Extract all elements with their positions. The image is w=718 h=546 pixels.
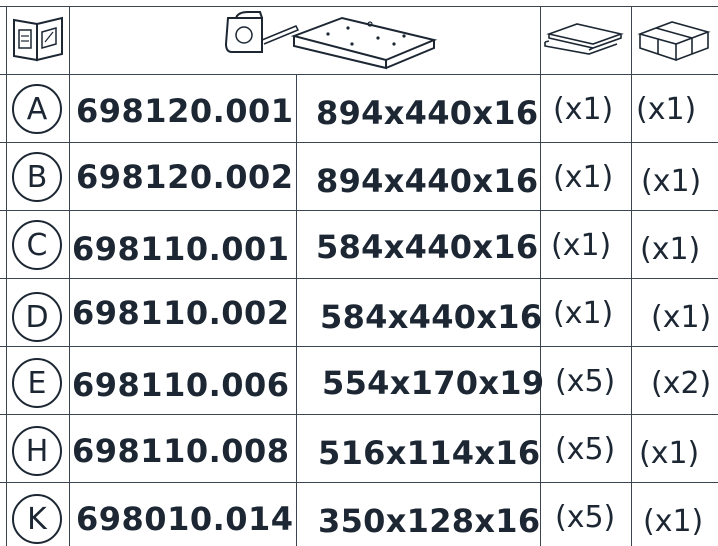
package-quantity: (x1) (651, 300, 712, 335)
part-dimensions: 516x114x16 (318, 434, 541, 472)
part-dimensions: 584x440x16 (320, 298, 543, 336)
part-letter-badge: H (12, 426, 62, 476)
table-border-top (0, 6, 718, 7)
column-divider (296, 74, 297, 546)
wood-panel-icon (290, 14, 438, 74)
part-code: 698110.006 (72, 366, 290, 404)
panel-stack-icon (543, 20, 627, 60)
part-letter-badge: C (12, 220, 62, 270)
part-code: 698120.002 (76, 158, 294, 196)
row-divider (0, 278, 718, 279)
part-code: 698010.014 (76, 500, 294, 538)
column-divider (6, 6, 7, 546)
part-letter-badge: A (12, 84, 62, 134)
part-letter-badge: D (12, 292, 62, 342)
part-code: 698120.001 (76, 92, 294, 130)
column-divider (69, 6, 70, 546)
package-quantity: (x2) (651, 366, 712, 401)
panel-quantity: (x1) (553, 92, 614, 127)
part-dimensions: 894x440x16 (316, 94, 539, 132)
part-letter-badge: K (12, 494, 62, 544)
panel-quantity: (x5) (555, 364, 616, 399)
package-quantity: (x1) (643, 504, 704, 539)
part-dimensions: 554x170x19 (322, 364, 545, 402)
part-letter-badge: B (12, 152, 62, 202)
part-code: 698110.008 (72, 432, 290, 470)
row-divider (0, 210, 718, 211)
row-divider (0, 414, 718, 415)
package-quantity: (x1) (641, 164, 702, 199)
row-divider (0, 74, 718, 75)
row-divider (0, 142, 718, 143)
row-divider (0, 482, 718, 483)
part-dimensions: 894x440x16 (316, 162, 539, 200)
row-divider (0, 346, 718, 347)
part-letter-badge: E (12, 358, 62, 408)
part-code: 698110.002 (72, 294, 290, 332)
package-quantity: (x1) (640, 232, 701, 267)
panel-quantity: (x1) (551, 228, 612, 263)
part-dimensions: 350x128x16 (318, 502, 541, 540)
part-code: 698110.001 (72, 230, 290, 268)
package-boxes-icon (636, 18, 712, 66)
panel-quantity: (x1) (553, 296, 614, 331)
column-divider (631, 6, 632, 546)
package-quantity: (x1) (636, 92, 697, 127)
package-quantity: (x1) (639, 436, 700, 471)
part-dimensions: 584x440x16 (316, 228, 539, 266)
manual-booklet-icon (10, 14, 66, 70)
panel-quantity: (x1) (553, 160, 614, 195)
panel-quantity: (x5) (555, 500, 616, 535)
panel-quantity: (x5) (555, 432, 616, 467)
